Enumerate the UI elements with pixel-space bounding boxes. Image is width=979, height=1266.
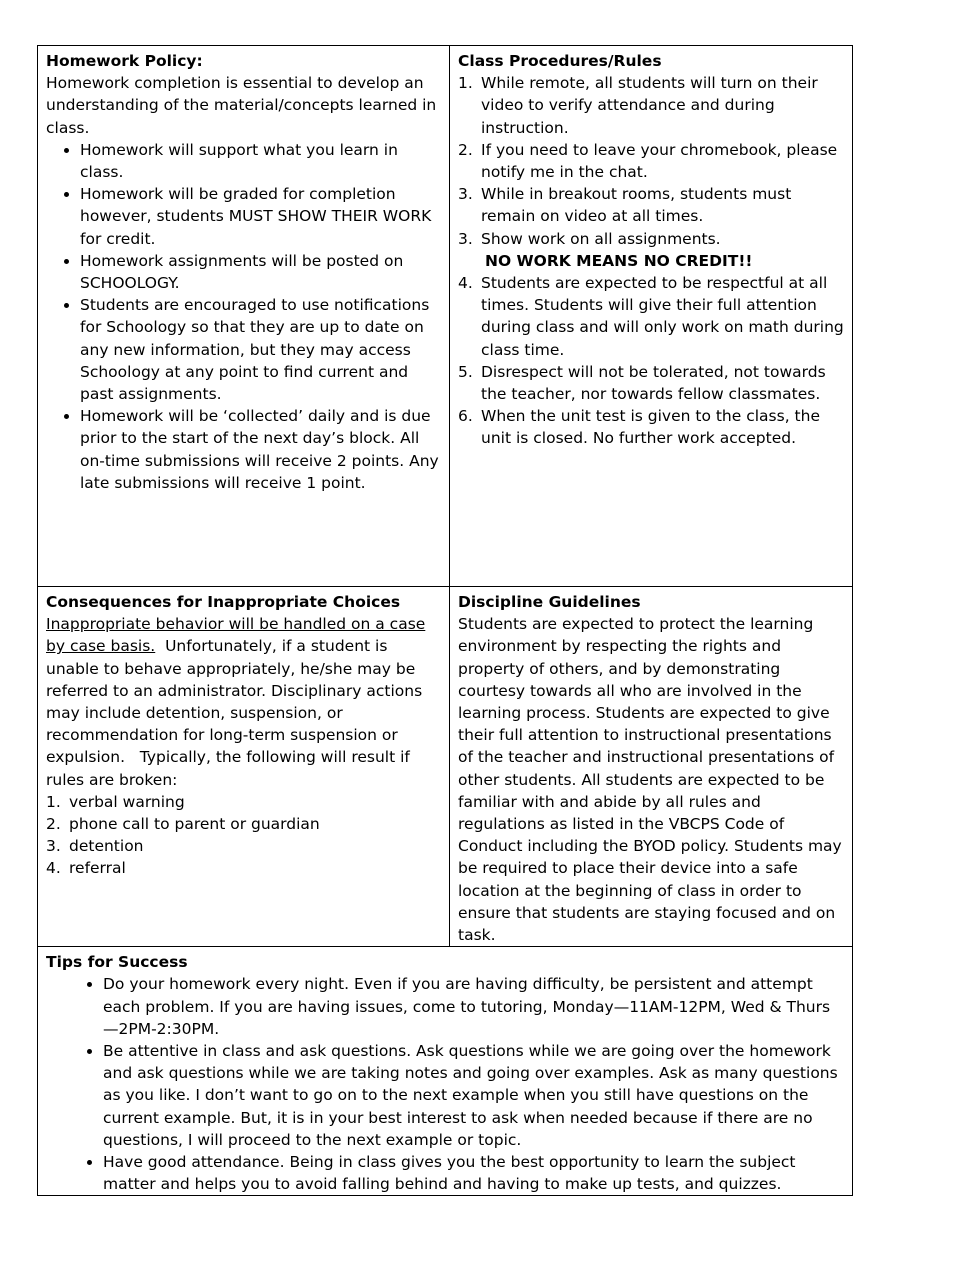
list-item: • Do your homework every night. Even if you are having difficulty, be persistent and attempt each problem. If you are having issues, come to tutoring, Monday—11AM-12PM, Wed & Thurs—2PM-2:30PM. [103, 973, 844, 1040]
homework-policy-cell [38, 46, 450, 587]
list-item [458, 405, 844, 449]
tips-for-success-cell [38, 947, 853, 1196]
list-number: 2. [46, 815, 61, 834]
list-item: • Be attentive in class and ask questions. Ask questions while we are going over the homework and ask questions while we are taking notes and going over examples. Ask as many questions as you like. I don’t want to go on to the next example when you still have questions on the current example. But, it is in your best interest to ask when needed because if there are no questions, I will proceed to the next example or topic. [103, 1040, 844, 1151]
list-text: While remote, all students will turn on their video to verify attendance and during instruction. [481, 74, 818, 137]
list-item [458, 272, 844, 361]
list-number: 1. [458, 74, 473, 93]
list-item [458, 183, 844, 227]
consequences-body [46, 613, 441, 791]
homework-policy-list [46, 139, 441, 494]
list-item [46, 835, 441, 857]
class-procedures-list [458, 72, 844, 250]
list-number: 2. [458, 140, 473, 159]
discipline-guidelines-cell [450, 587, 853, 947]
list-item [458, 228, 844, 250]
class-procedures-title: Class Procedures/Rules [458, 52, 662, 70]
list-item: • Homework will be ‘collected’ daily and is due prior to the start of the next day’s block. All on-time submissions will receive 2 points. Any late submissions will receive 1 point. [80, 405, 441, 494]
consequences-cell [38, 587, 450, 947]
list-item [46, 857, 441, 879]
list-text: When the unit test is given to the class, the unit is closed. No further work accepted. [481, 407, 820, 448]
policy-document [37, 45, 852, 1196]
no-work-warning: NO WORK MEANS NO CREDIT!! [485, 251, 753, 270]
consequences-text: Unfortunately, if a student is unable to behave appropriately, he/she may be referred to an administrator. Disciplinary actions may include detention, suspension, or recommendation for long-term suspension or expulsion. Typically, the following will result if rules are broken: [46, 637, 428, 789]
list-text: detention [69, 837, 144, 856]
list-item [458, 72, 844, 139]
list-number: 4. [46, 859, 61, 878]
consequences-underlined-text: Inappropriate behavior will be handled on a case by case basis. [46, 615, 426, 656]
list-text: referral [69, 859, 126, 878]
consequences-title: Consequences for Inappropriate Choices [46, 593, 401, 611]
list-text: If you need to leave your chromebook, please notify me in the chat. [481, 140, 838, 182]
consequences-list [46, 791, 441, 880]
list-item [46, 813, 441, 835]
tips-for-success-list [46, 973, 844, 1195]
homework-policy-intro: Homework completion is essential to develop an understanding of the material/concepts learned in class. [46, 74, 437, 137]
list-text: Disrespect will not be tolerated, not towards the teacher, nor towards fellow classmates. [481, 362, 826, 404]
list-item [46, 791, 441, 813]
list-text: phone call to parent or guardian [69, 815, 320, 834]
list-item [458, 361, 844, 405]
list-text: Students are expected to be respectful at all times. Students will give their full attention during class and will only work on math during class time. [481, 274, 844, 359]
tips-for-success-title: Tips for Success [46, 953, 188, 972]
list-item: • Have good attendance. Being in class gives you the best opportunity to learn the subject matter and helps you to avoid falling behind and having to make up tests, and quizzes. [103, 1151, 844, 1195]
list-text: Show work on all assignments. [481, 229, 721, 248]
list-item: • Homework assignments will be posted on SCHOOLOGY. [80, 250, 441, 294]
class-procedures-list-continued [458, 272, 844, 450]
list-number: 6. [458, 407, 473, 426]
discipline-guidelines-body: Students are expected to protect the learning environment by respecting the rights and property of others, and by demonstrating courtesy towards all who are involved in the learning process. Students are expected to give their full attention to instructional presentations of the teacher and instructional presentations of other students. All students are expected to be familiar with and abide by all rules and regulations as listed in the VBCPS Code of Conduct including the BYOD policy. Students may be required to place their device into a safe location at the beginning of class in order to ensure that students are staying focused and on task. [458, 615, 842, 945]
list-text: verbal warning [69, 792, 185, 811]
discipline-guidelines-title: Discipline Guidelines [458, 593, 641, 611]
list-number: 1. [46, 792, 61, 811]
list-item: • Students are encouraged to use notifications for Schoology so that they are up to date on any new information, but they may access Schoology at any point to find current and past assignments. [80, 294, 441, 405]
list-item: • Homework will be graded for completion however, students MUST SHOW THEIR WORK for credit. [80, 183, 441, 250]
list-item [458, 139, 844, 183]
policy-table [37, 45, 853, 1196]
list-number: 3. [46, 837, 61, 856]
list-number: 4. [458, 274, 473, 293]
list-number: 3. [458, 229, 473, 248]
list-number: 3. [458, 185, 473, 204]
list-number: 5. [458, 362, 473, 381]
list-text: While in breakout rooms, students must remain on video at all times. [481, 185, 792, 226]
list-item: • Homework will support what you learn in class. [80, 139, 441, 183]
homework-policy-title: Homework Policy: [46, 52, 203, 70]
class-procedures-cell [450, 46, 853, 587]
